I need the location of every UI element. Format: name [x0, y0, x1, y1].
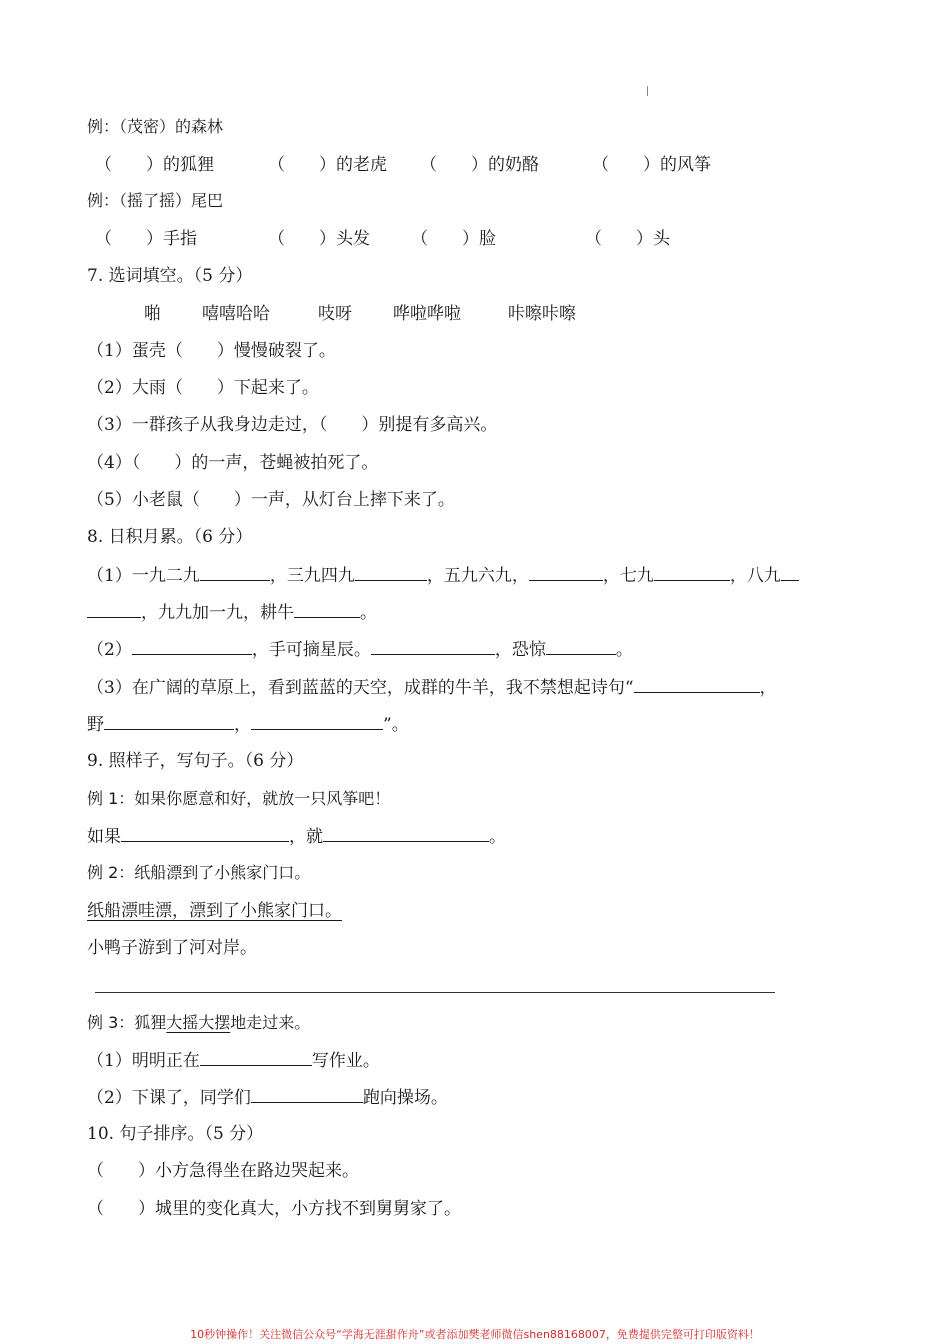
poem-line — [87, 638, 633, 661]
answer-blank[interactable] — [87, 601, 141, 618]
text: 如果 — [87, 827, 121, 847]
example-adjective: 例：（茂密）的森林 — [87, 117, 224, 136]
answer-blank[interactable] — [323, 825, 489, 842]
text: 。 — [615, 640, 633, 660]
blank-tiger[interactable]: （ ）的老虎 — [268, 155, 387, 175]
text: 野 — [87, 715, 104, 735]
text: 。 — [489, 827, 506, 847]
section-9-title: 9. 照样子，写句子。（6 分） — [87, 751, 304, 771]
text: （1）一九二九 — [87, 566, 200, 586]
blank-fox[interactable]: （ ）的狐狸 — [95, 155, 214, 175]
section-8-title: 8. 日积月累。（6 分） — [87, 527, 253, 547]
answer-blank[interactable] — [251, 1086, 363, 1103]
example-2-model: 纸船漂哇漂，漂到了小熊家门口。 — [87, 901, 342, 921]
text: ，九九加一九，耕牛 — [141, 603, 294, 623]
text: （2）下课了，同学们 — [87, 1088, 251, 1108]
answer-blank[interactable] — [121, 825, 289, 842]
example-1: 例 1：如果你愿意和好，就放一只风筝吧！ — [87, 789, 391, 808]
text: ， — [234, 715, 251, 735]
answer-blank[interactable] — [634, 676, 760, 693]
section-7-title: 7. 选词填空。（5 分） — [87, 266, 253, 286]
example-verb: 例：（摇了摇）尾巴 — [87, 191, 224, 210]
text: （3）在广阔的草原上，看到蓝蓝的天空，成群的牛羊，我不禁想起诗句“ — [87, 678, 634, 698]
answer-blank[interactable] — [200, 564, 270, 581]
fill-item[interactable]: （2）大雨（ ）下起来了。 — [87, 378, 319, 398]
answer-blank[interactable] — [654, 564, 730, 581]
grassland-line-2 — [87, 713, 409, 736]
emphasized-word: 大摇大摆 — [166, 1013, 231, 1032]
answer-blank[interactable] — [781, 564, 799, 581]
scan-mark — [647, 86, 648, 96]
text: （1）明明正在 — [87, 1051, 200, 1071]
answer-blank[interactable] — [355, 564, 427, 581]
text: ，就 — [289, 827, 323, 847]
word-option: 啪 — [144, 304, 161, 324]
answer-blank[interactable] — [529, 564, 603, 581]
word-option: 咔嚓咔嚓 — [508, 304, 576, 324]
text: （2） — [87, 640, 132, 660]
answer-blank[interactable] — [546, 638, 616, 655]
blank-hair[interactable]: （ ）头发 — [268, 229, 370, 249]
text: ，五九六九， — [426, 566, 529, 586]
answer-blank[interactable] — [251, 713, 383, 730]
text: 写作业。 — [311, 1051, 380, 1071]
answer-line[interactable] — [95, 992, 775, 993]
footer-note: 10秒钟操作！关注微信公众号“学海无涯甜作舟”或者添加樊老师微信shen88168007，免费提供完整可打印版资料！ — [190, 1328, 760, 1341]
text: ， — [759, 678, 777, 698]
blank-face[interactable]: （ ）脸 — [411, 229, 496, 249]
answer-blank[interactable] — [200, 1049, 312, 1066]
text: ，八九 — [729, 566, 781, 586]
answer-blank[interactable] — [371, 638, 495, 655]
blank-head[interactable]: （ ）头 — [585, 229, 670, 249]
grassland-line — [87, 676, 777, 699]
example-1-fill — [87, 825, 506, 848]
text: 跑向操场。 — [362, 1088, 448, 1108]
example-2-task: 小鸭子游到了河对岸。 — [87, 938, 257, 958]
text: 例 3：狐狸 — [87, 1013, 167, 1032]
answer-blank[interactable] — [104, 713, 234, 730]
nine-nines-line-1 — [87, 564, 799, 587]
word-option: 嘻嘻哈哈 — [202, 304, 270, 324]
fill-item[interactable]: （4）（ ）的一声，苍蝇被拍死了。 — [87, 453, 379, 473]
nine-nines-line-2 — [87, 601, 377, 624]
example-2: 例 2：纸船漂到了小熊家门口。 — [87, 863, 311, 882]
blank-finger[interactable]: （ ）手指 — [95, 229, 197, 249]
fill-item[interactable]: （3）一群孩子从我身边走过，（ ）别提有多高兴。 — [87, 415, 498, 435]
word-option: 哗啦哗啦 — [393, 304, 461, 324]
order-item[interactable]: （ ）城里的变化真大，小方找不到舅舅家了。 — [87, 1199, 461, 1219]
text: ，恐惊 — [494, 640, 546, 660]
blank-kite[interactable]: （ ）的风筝 — [592, 155, 711, 175]
text: ，手可摘星辰。 — [251, 640, 371, 660]
order-item[interactable]: （ ）小方急得坐在路边哭起来。 — [87, 1161, 359, 1181]
example-3 — [87, 1012, 310, 1034]
fill-item[interactable]: （5）小老鼠（ ）一声，从灯台上摔下来了。 — [87, 490, 455, 510]
example-3-q1 — [87, 1049, 380, 1072]
answer-blank[interactable] — [132, 638, 252, 655]
text: ”。 — [383, 715, 409, 735]
fill-item[interactable]: （1）蛋壳（ ）慢慢破裂了。 — [87, 341, 336, 361]
text: 。 — [360, 603, 377, 623]
answer-blank[interactable] — [294, 601, 360, 618]
text: ，三九四九 — [269, 566, 355, 586]
example-3-q2 — [87, 1086, 448, 1109]
blank-cheese[interactable]: （ ）的奶酪 — [420, 155, 539, 175]
text: 地走过来。 — [230, 1013, 311, 1032]
text: ，七九 — [602, 566, 654, 586]
section-10-title: 10. 句子排序。（5 分） — [87, 1124, 264, 1144]
word-option: 吱呀 — [318, 304, 352, 324]
